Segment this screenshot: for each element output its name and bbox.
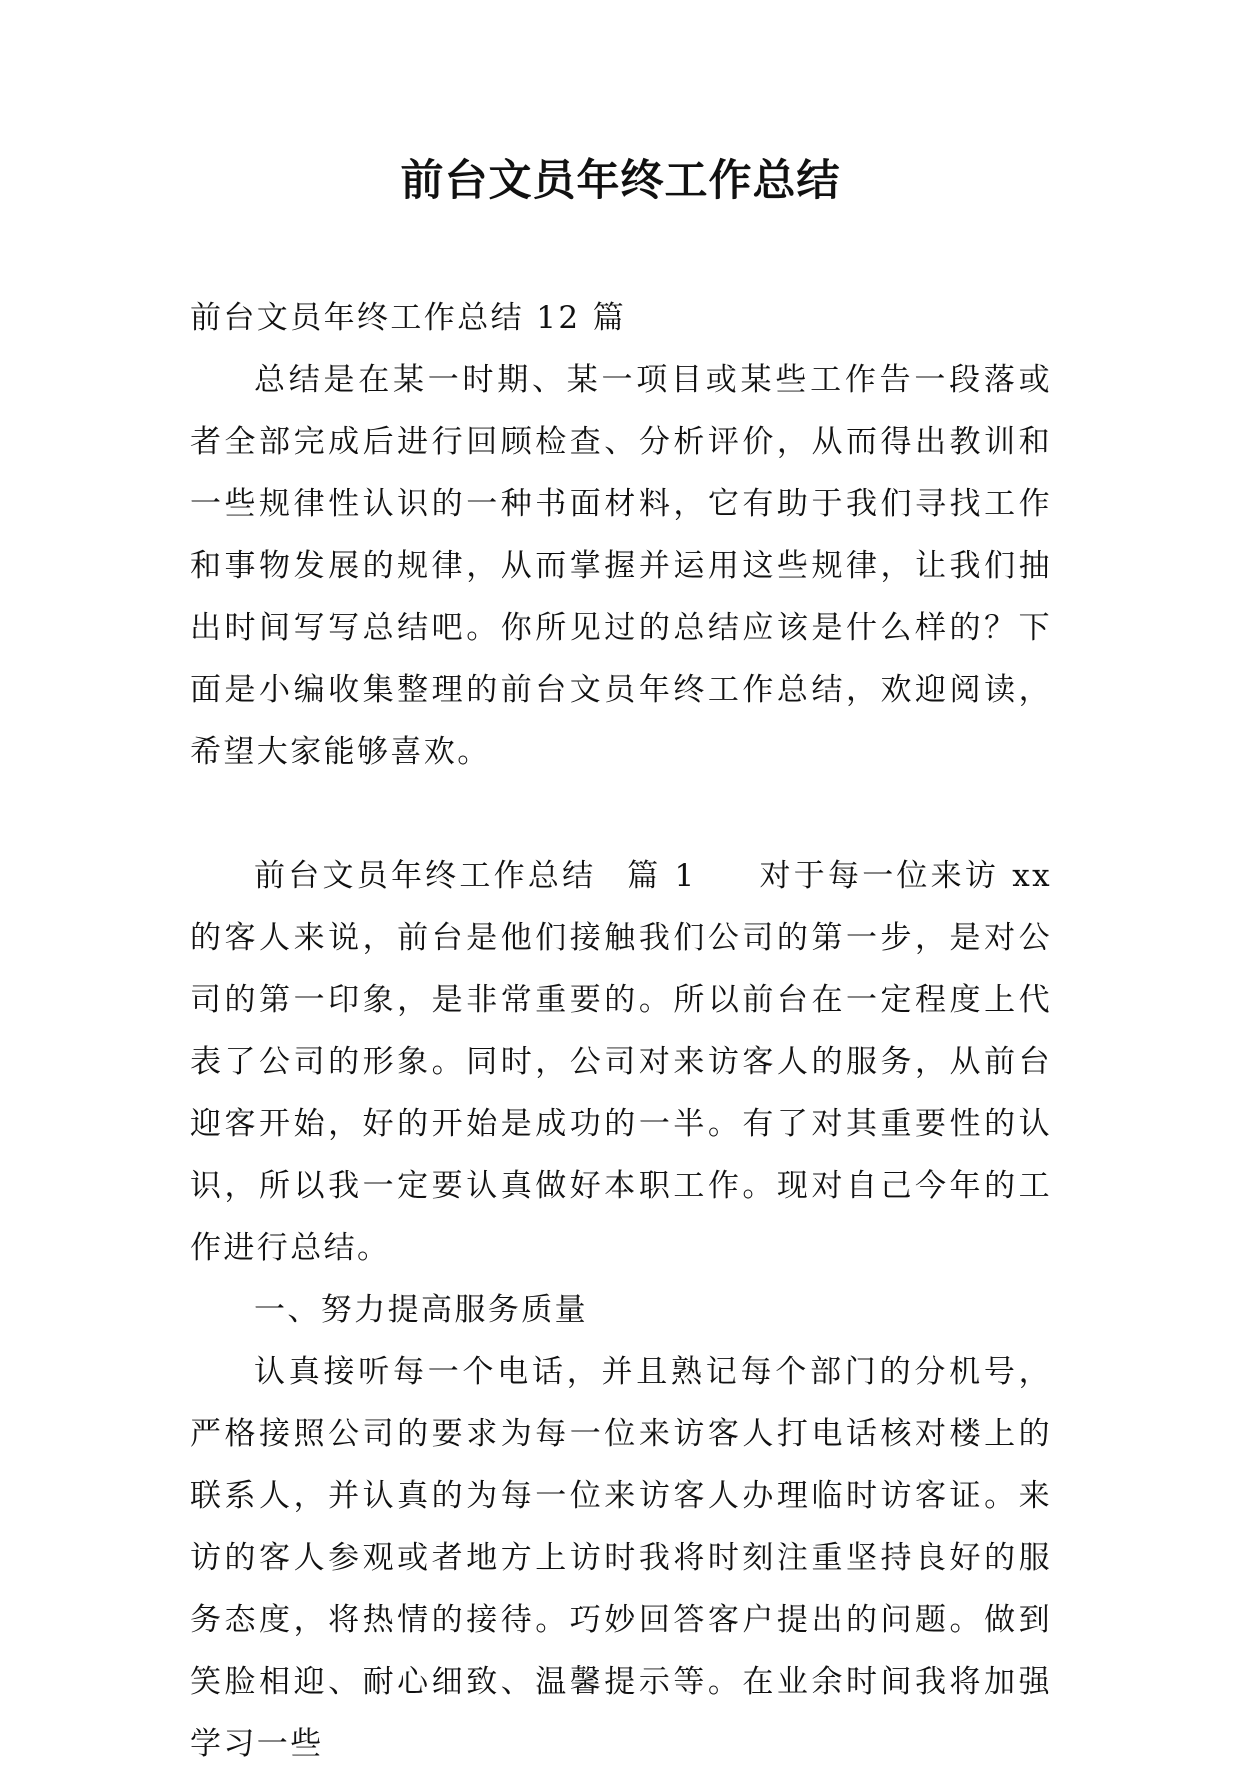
section-1-label: 篇 1 <box>626 858 697 894</box>
paragraph-spacer <box>190 783 1052 845</box>
section-1-heading: 前台文员年终工作总结 <box>254 858 597 894</box>
document-title: 前台文员年终工作总结 <box>400 156 841 206</box>
section-1-text: 对于每一位来访 xx 的客人来说，前台是他们接触我们公司的第一步，是对公司的第一印象，是非常重要的。所以前台在一定程度上代表了公司的形象。同时，公司对来访客人的服务，从前台迎客开始，好的开始是成功的一半。有了对其重要性的认识，所以我一定要认真做好本职工作。现对自己今年的工作进行总结。 <box>190 858 1052 1266</box>
document-body <box>190 287 1052 1775</box>
item-1-paragraph: 认真接听每一个电话，并且熟记每个部门的分机号，严格接照公司的要求为每一位来访客人打电话核对楼上的联系人，并认真的为每一位来访客人办理临时访客证。来访的客人参观或者地方上访时我将时刻注重坚持良好的服务态度，将热情的接待。巧妙回答客户提出的问题。做到笑脸相迎、耐心细致、温馨提示等。在业余时间我将加强学习一些 <box>190 1354 1052 1762</box>
document-subtitle: 前台文员年终工作总结 12 篇 <box>190 300 627 336</box>
item-1-heading: 一、努力提高服务质量 <box>254 1292 588 1328</box>
intro-paragraph: 总结是在某一时期、某一项目或某些工作告一段落或者全部完成后进行回顾检查、分析评价，从而得出教训和一些规律性认识的一种书面材料，它有助于我们寻找工作和事物发展的规律，从而掌握并运用这些规律，让我们抽出时间写写总结吧。你所见过的总结应该是什么样的？下面是小编收集整理的前台文员年终工作总结，欢迎阅读，希望大家能够喜欢。 <box>190 362 1052 770</box>
section-1-paragraph <box>190 845 1052 1279</box>
